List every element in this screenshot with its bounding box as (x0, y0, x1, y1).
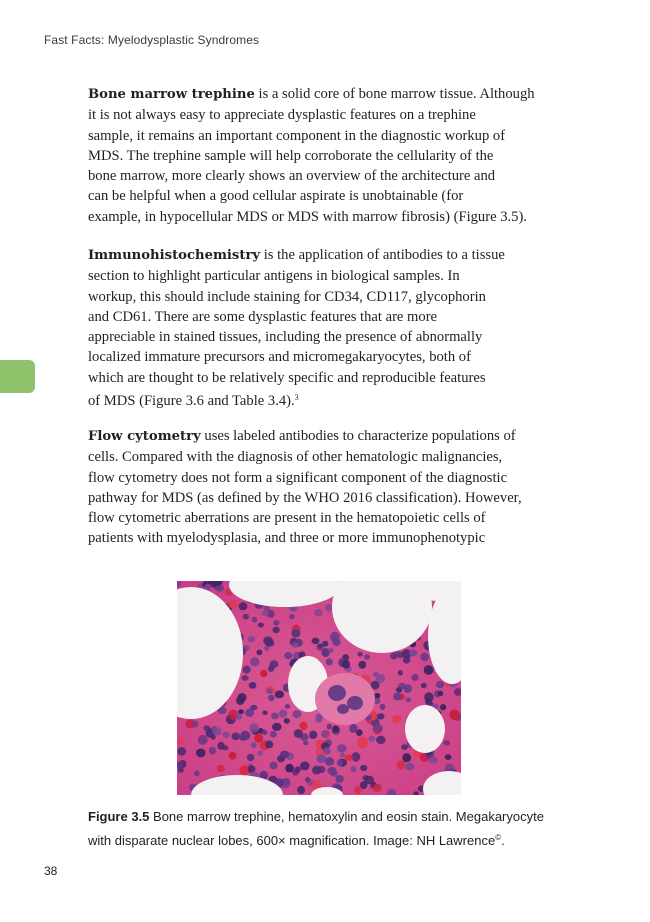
cell-nucleus (252, 617, 258, 623)
cell-nucleus (309, 731, 317, 739)
red-blood-cell (254, 734, 263, 743)
caption-line: Figure 3.5 Bone marrow trephine, hematoxylin and eosin stain. Megakaryocyte (88, 809, 544, 824)
cell-nucleus (337, 744, 347, 752)
paragraph-line: cells. Compared with the diagnosis of other hematologic malignancies, (88, 449, 503, 466)
cell-nucleus (284, 652, 292, 659)
cell-nucleus (340, 752, 345, 758)
cell-nucleus (263, 606, 269, 611)
cell-nucleus (332, 638, 340, 646)
paragraph-line: it is not always easy to appreciate dysplastic features on a trephine (88, 107, 476, 124)
cell-nucleus (291, 629, 300, 637)
cell-nucleus (445, 764, 454, 773)
cell-nucleus (270, 762, 278, 770)
cell-nucleus (198, 735, 208, 745)
cell-nucleus (284, 718, 290, 724)
paragraph-line: MDS. The trephine sample will help corroborate the cellularity of the (88, 147, 494, 164)
cell-nucleus (332, 725, 339, 733)
cell-nucleus (337, 760, 343, 766)
paragraph-term: Bone marrow trephine (88, 87, 255, 102)
paragraph-immunohistochemistry (88, 245, 556, 411)
red-blood-cell (357, 737, 368, 749)
cell-nucleus (280, 751, 289, 759)
cell-nucleus (272, 627, 279, 634)
cell-nucleus (248, 636, 256, 643)
cell-nucleus (328, 767, 337, 775)
cell-nucleus (300, 761, 310, 770)
cell-nucleus (209, 747, 216, 755)
red-blood-cell (229, 752, 237, 760)
paragraph-line: and CD61. There are some dysplastic features that are more (88, 308, 438, 325)
cell-nucleus (294, 729, 303, 738)
paragraph-line: flow cytometric aberrations are present in the hematopoietic cells of (88, 510, 486, 527)
paragraph-line: appreciable in stained tissues, including the presence of abnormally (88, 329, 483, 346)
cell-nucleus (285, 704, 291, 709)
cell-nucleus (373, 672, 379, 678)
red-blood-cell (217, 765, 225, 772)
figure-label: Figure 3.5 (88, 809, 150, 824)
cell-nucleus (239, 602, 248, 610)
cell-nucleus (312, 638, 320, 644)
cell-nucleus (243, 614, 249, 619)
cell-nucleus (327, 724, 332, 730)
cell-nucleus (268, 695, 275, 701)
page-number: 38 (44, 864, 58, 878)
cell-nucleus (292, 642, 298, 648)
red-blood-cell (177, 737, 184, 745)
cell-nucleus (315, 715, 322, 723)
paragraph-line: flow cytometry does not form a significant component of the diagnostic (88, 469, 508, 486)
cell-nucleus (279, 709, 287, 718)
cell-nucleus (196, 749, 206, 758)
cell-nucleus (405, 763, 414, 771)
megakaryocyte-cell (315, 673, 375, 725)
cell-nucleus (376, 736, 386, 744)
red-blood-cell (260, 670, 267, 677)
cell-nucleus (398, 670, 403, 675)
cell-nucleus (235, 713, 242, 719)
paragraph-line: example, in hypocellular MDS or MDS with marrow fibrosis) (Figure 3.5). (88, 208, 527, 225)
cell-nucleus (402, 753, 411, 762)
cell-nucleus (342, 660, 350, 669)
cell-nucleus (265, 741, 273, 749)
cell-nucleus (403, 657, 410, 664)
cell-nucleus (265, 639, 274, 647)
paragraph-line: section to highlight particular antigens in biological samples. In (88, 268, 460, 285)
cell-nucleus (424, 665, 434, 674)
cell-nucleus (238, 709, 244, 714)
cell-nucleus (325, 604, 333, 611)
cell-nucleus (409, 649, 417, 656)
paragraph-line: workup, this should include staining for CD34, CD117, glycophorin (88, 288, 486, 305)
paragraph-line: can be helpful when a good cellular aspirate is unobtainable (for (88, 188, 464, 205)
cell-nucleus (373, 724, 383, 733)
cell-nucleus (303, 741, 309, 746)
red-blood-cell (228, 600, 238, 609)
cell-nucleus (326, 658, 333, 665)
cell-nucleus (192, 721, 199, 728)
paragraph-bone-marrow-trephine (88, 84, 556, 227)
red-blood-cell (372, 784, 382, 792)
cell-nucleus (398, 683, 406, 689)
cell-nucleus (275, 691, 284, 699)
cell-nucleus (270, 731, 277, 738)
red-blood-cell (392, 715, 402, 723)
cell-nucleus (357, 652, 363, 657)
cell-nucleus (243, 666, 251, 674)
cell-nucleus (273, 620, 279, 626)
cell-nucleus (242, 675, 249, 681)
cell-nucleus (358, 661, 366, 669)
cell-nucleus (262, 711, 267, 715)
cell-nucleus (438, 691, 444, 697)
cell-nucleus (262, 610, 269, 616)
cell-nucleus (250, 657, 259, 666)
figure-caption (88, 806, 568, 851)
cell-nucleus (322, 641, 328, 647)
cell-nucleus (266, 689, 273, 694)
cell-nucleus (247, 754, 255, 761)
bone-marrow-micrograph-image (177, 581, 461, 795)
paragraph-term: Immunohistochemistry (88, 248, 261, 263)
cell-nucleus (349, 724, 357, 733)
cell-nucleus (262, 730, 268, 735)
copyright-superscript: © (495, 833, 502, 842)
cell-nucleus (231, 732, 240, 740)
cell-nucleus (289, 614, 295, 619)
red-blood-cell (449, 709, 459, 720)
cell-nucleus (335, 775, 343, 783)
red-blood-cell (345, 754, 353, 761)
cell-nucleus (212, 727, 222, 735)
cell-nucleus (268, 665, 274, 672)
paragraph-line: localized immature precursors and micromegakaryocytes, both of (88, 349, 471, 366)
red-blood-cell (397, 761, 406, 770)
cell-nucleus (318, 644, 323, 649)
paragraph-line: of MDS (Figure 3.6 and Table 3.4).$^3$ (88, 393, 299, 410)
cell-nucleus (198, 583, 203, 588)
paragraph-line: patients with myelodysplasia, and three or more immunophenotypic (88, 530, 486, 547)
cell-nucleus (429, 757, 438, 764)
cell-nucleus (351, 766, 357, 772)
red-blood-cell (354, 786, 361, 794)
cell-nucleus (271, 713, 279, 720)
cell-nucleus (256, 650, 262, 656)
cell-nucleus (411, 674, 418, 681)
chapter-tab-marker (0, 360, 35, 393)
cell-nucleus (249, 682, 257, 689)
cell-nucleus (217, 742, 224, 750)
cell-nucleus (380, 704, 386, 710)
cell-nucleus (249, 723, 259, 733)
cell-nucleus (305, 777, 310, 782)
paragraph-line: bone marrow, more clearly shows an overview of the architecture and (88, 168, 496, 185)
cell-nucleus (401, 744, 408, 750)
paragraph-line: which are thought to be relatively specific and reproducible features (88, 369, 486, 386)
cell-nucleus (222, 732, 229, 738)
micrograph-drawing (177, 581, 461, 795)
cell-nucleus (360, 765, 367, 771)
cell-nucleus (297, 786, 305, 795)
running-header: Fast Facts: Myelodysplastic Syndromes (44, 33, 260, 47)
cell-nucleus (324, 747, 331, 754)
cell-nucleus (272, 723, 282, 731)
cell-nucleus (393, 693, 401, 701)
paragraph-flow-cytometry (88, 426, 556, 549)
cell-nucleus (321, 730, 329, 738)
cell-nucleus (377, 713, 385, 719)
cell-nucleus (445, 754, 452, 760)
red-blood-cell (300, 722, 308, 731)
cell-nucleus (314, 609, 323, 616)
caption-line: with disparate nuclear lobes, 600× magnification. Image: NH Lawrence©. (88, 833, 505, 848)
cell-nucleus (420, 653, 429, 662)
cell-nucleus (360, 781, 367, 789)
cell-nucleus (368, 736, 375, 742)
cell-nucleus (240, 731, 250, 741)
cell-nucleus (251, 742, 257, 748)
cell-nucleus (250, 705, 257, 711)
cell-nucleus (444, 740, 451, 745)
cell-nucleus (258, 623, 264, 628)
paragraph-line: pathway for MDS (as defined by the WHO 2016 classification). However, (88, 489, 522, 506)
cell-nucleus (406, 697, 412, 702)
cell-nucleus (421, 683, 427, 689)
cell-nucleus (194, 771, 200, 777)
cell-nucleus (177, 747, 186, 756)
cell-nucleus (257, 751, 263, 756)
paragraph-line: sample, it remains an important component in the diagnostic workup of (88, 127, 506, 144)
reference-superscript: 3 (294, 393, 299, 403)
cell-nucleus (295, 766, 301, 772)
cell-nucleus (316, 755, 326, 763)
paragraph-line: Bone marrow trephine is a solid core of bone marrow tissue. Although (88, 86, 535, 102)
cell-nucleus (364, 654, 370, 660)
cell-nucleus (328, 648, 333, 653)
paragraph-term: Flow cytometry (88, 429, 201, 444)
cell-nucleus (436, 681, 445, 688)
cell-nucleus (440, 704, 446, 710)
paragraph-line: Flow cytometry uses labeled antibodies to characterize populations of (88, 428, 516, 444)
cell-nucleus (285, 764, 294, 773)
cell-nucleus (236, 696, 245, 705)
cell-nucleus (292, 710, 301, 718)
paragraph-line: Immunohistochemistry is the application of antibodies to a tissue (88, 247, 505, 263)
cell-nucleus (312, 766, 321, 775)
